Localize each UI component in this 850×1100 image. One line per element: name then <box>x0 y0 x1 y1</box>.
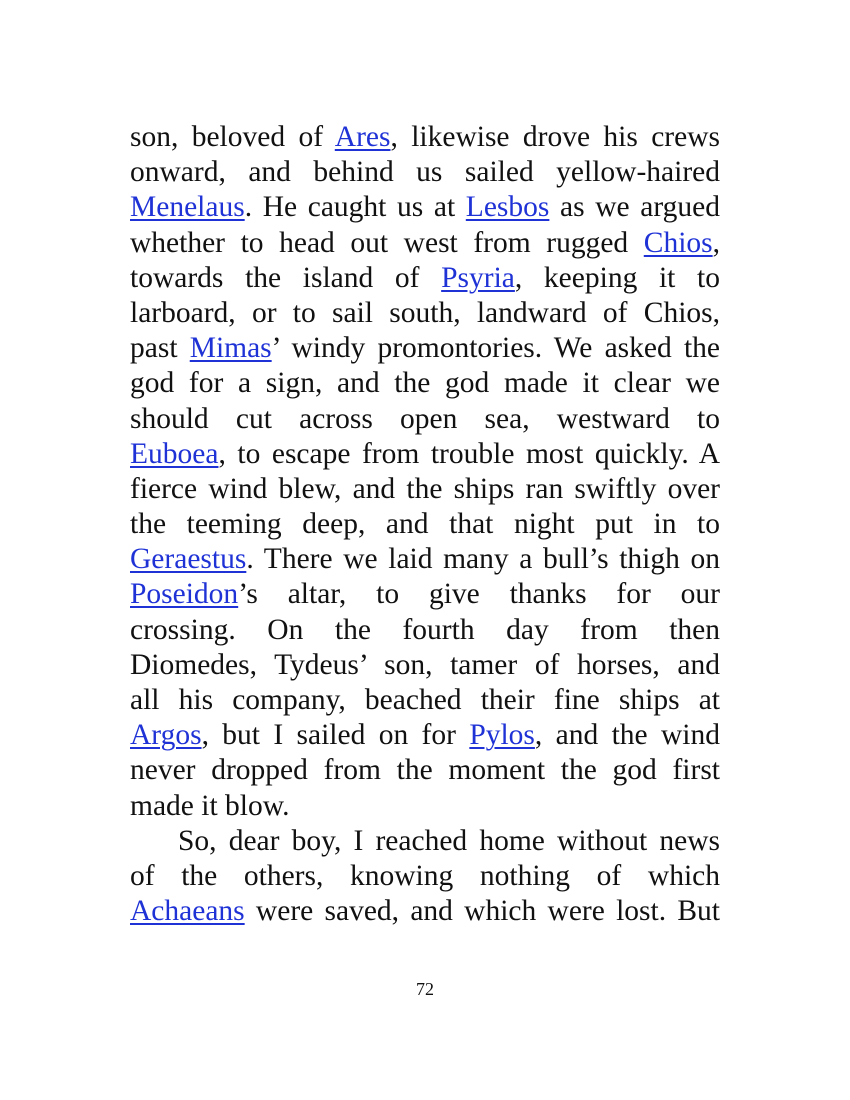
text-run: were saved, and which were lost. But <box>244 895 720 928</box>
text-line <box>130 648 720 683</box>
text-line <box>130 753 720 788</box>
text-line <box>130 331 720 366</box>
text-run: , keeping it to <box>514 261 720 294</box>
text-run: the teeming deep, and that night put in to <box>130 508 720 541</box>
text-run: god for a sign, and the god made it clear we <box>130 367 720 400</box>
text-line <box>130 296 720 331</box>
text-run: should cut across open sea, westward to <box>130 402 720 435</box>
text-line <box>130 613 720 648</box>
text-run: as we argued <box>549 191 720 224</box>
text-run: onward, and behind us sailed yellow-haired <box>130 156 720 189</box>
text-line <box>130 859 720 894</box>
text-run: fierce wind blew, and the ships ran swiftly over <box>130 472 720 505</box>
text-run: past <box>130 332 190 365</box>
link-psyria[interactable]: Psyria <box>441 261 515 294</box>
text-line <box>130 190 720 225</box>
text-run: larboard, or to sail south, landward of Chios, <box>130 296 720 329</box>
link-argos[interactable]: Argos <box>130 719 202 752</box>
text-run: of the others, knowing nothing of which <box>130 859 720 892</box>
body-text <box>130 120 720 929</box>
text-line <box>130 437 720 472</box>
text-run: So, dear boy, I reached home without news <box>178 824 720 857</box>
text-run: Diomedes, Tydeus’ son, tamer of horses, and <box>130 648 720 681</box>
text-line <box>130 824 720 859</box>
link-chios[interactable]: Chios <box>643 226 713 259</box>
text-run: all his company, beached their fine ships at <box>130 684 720 716</box>
text-run: , and the wind <box>534 719 720 752</box>
text-run: ’s altar, to give thanks for our <box>238 578 720 611</box>
text-run: , but I sailed on for <box>201 719 470 752</box>
text-run: towards the island of <box>130 261 442 294</box>
text-line <box>130 120 720 155</box>
link-achaeans[interactable]: Achaeans <box>130 895 245 928</box>
link-lesbos[interactable]: Lesbos <box>465 191 550 224</box>
text-run: ’ windy promontories. We asked the <box>271 332 720 365</box>
link-geraestus[interactable]: Geraestus <box>130 543 247 576</box>
text-line <box>130 894 720 929</box>
text-line <box>130 402 720 437</box>
text-line <box>130 226 720 261</box>
link-ares[interactable]: Ares <box>334 121 391 153</box>
text-run: made it blow. <box>130 789 290 822</box>
text-run: whether to head out west from rugged <box>130 226 644 259</box>
link-mimas[interactable]: Mimas <box>189 332 272 365</box>
link-euboea[interactable]: Euboea <box>130 437 219 470</box>
text-run: , <box>712 226 720 259</box>
text-run: never dropped from the moment the god first <box>130 754 720 787</box>
text-line <box>130 261 720 296</box>
text-run: . He caught us at <box>244 191 466 224</box>
text-run: son, beloved of <box>130 121 335 153</box>
text-line <box>130 718 720 753</box>
text-line <box>130 542 720 577</box>
page-number: 72 <box>416 979 434 999</box>
text-line <box>130 507 720 542</box>
text-line <box>130 155 720 190</box>
text-line <box>130 472 720 507</box>
link-menelaus[interactable]: Menelaus <box>130 191 245 224</box>
link-poseidon[interactable]: Poseidon <box>130 578 239 611</box>
text-run: , likewise drove his crews <box>390 121 721 153</box>
text-line <box>130 577 720 612</box>
text-line <box>130 366 720 401</box>
text-run: crossing. On the fourth day from then <box>130 613 720 646</box>
text-run: , to escape from trouble most quickly. A <box>218 437 720 470</box>
text-line <box>130 683 720 718</box>
text-line <box>130 789 720 824</box>
link-pylos[interactable]: Pylos <box>469 719 535 752</box>
text-run: . There we laid many a bull’s thigh on <box>246 543 720 576</box>
